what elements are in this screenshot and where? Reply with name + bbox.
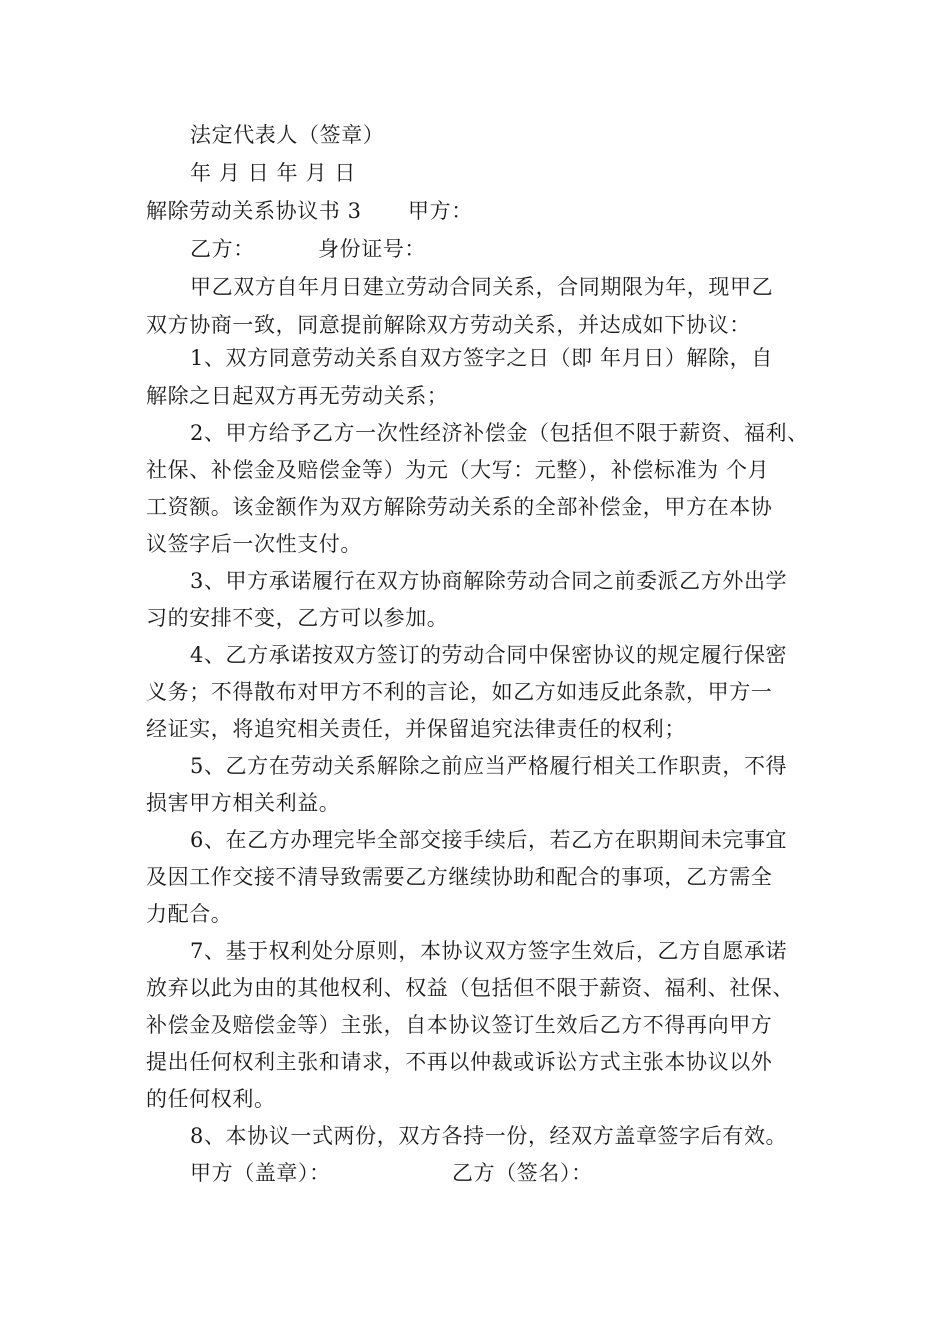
party-a-seal-label: 甲方（盖章）： bbox=[190, 1161, 331, 1185]
date-line: 年 月 日 年 月 日 bbox=[190, 161, 356, 185]
clause-7-line: 提出任何权利主张和请求，不再以仲裁或诉讼方式主张本协议以外 bbox=[146, 1050, 773, 1074]
party-b-label: 乙方： bbox=[190, 237, 255, 261]
clause-2-line: 议签字后一次性支付。 bbox=[146, 532, 362, 556]
paragraph-line: 双方协商一致，同意提前解除双方劳动关系，并达成如下协议： bbox=[146, 313, 751, 337]
clause-2-line: 2、甲方给予乙方一次性经济补偿金（包括但不限于薪资、福利、 bbox=[190, 421, 809, 445]
clause-7-line: 补偿金及赔偿金等）主张，自本协议签订生效后乙方不得再向甲方 bbox=[146, 1013, 773, 1037]
clause-2-line: 社保、补偿金及赔偿金等）为元（大写：元整），补偿标准为 个月 bbox=[146, 458, 770, 482]
clause-2-line: 工资额。该金额作为双方解除劳动关系的全部补偿金，甲方在本协 bbox=[146, 495, 773, 519]
clause-1-line: 1、双方同意劳动关系自双方签字之日（即 年月日）解除，自 bbox=[190, 346, 773, 370]
clause-6-line: 6、在乙方办理完毕全部交接手续后，若乙方在职期间未完事宜 bbox=[190, 828, 788, 852]
clause-6-line: 力配合。 bbox=[146, 902, 233, 926]
id-number-label: 身份证号： bbox=[318, 237, 426, 261]
clause-4-line: 经证实，将追究相关责任，并保留追究法律责任的权利； bbox=[146, 717, 686, 741]
clause-5-line: 5、乙方在劳动关系解除之前应当严格履行相关工作职责，不得 bbox=[190, 754, 788, 778]
clause-3-line: 3、甲方承诺履行在双方协商解除劳动合同之前委派乙方外出学 bbox=[190, 569, 788, 593]
party-a-label: 甲方： bbox=[408, 199, 473, 223]
clause-4-line: 义务；不得散布对甲方不利的言论，如乙方如违反此条款，甲方一 bbox=[146, 680, 773, 704]
clause-1-line: 解除之日起双方再无劳动关系； bbox=[146, 384, 449, 408]
clause-8-line: 8、本协议一式两份，双方各持一份，经双方盖章签字后有效。 bbox=[190, 1124, 788, 1148]
party-b-signature-label: 乙方（签名）： bbox=[452, 1161, 593, 1185]
paragraph-line: 甲乙双方自年月日建立劳动合同关系，合同期限为年，现甲乙 bbox=[190, 275, 774, 299]
clause-7-line: 7、基于权利处分原则，本协议双方签字生效后，乙方自愿承诺 bbox=[190, 939, 788, 963]
legal-representative-line: 法定代表人（签章） bbox=[190, 123, 385, 147]
clause-5-line: 损害甲方相关利益。 bbox=[146, 791, 341, 815]
clause-6-line: 及因工作交接不清导致需要乙方继续协助和配合的事项，乙方需全 bbox=[146, 865, 773, 889]
clause-3-line: 习的安排不变，乙方可以参加。 bbox=[146, 606, 449, 630]
clause-7-line: 放弃以此为由的其他权利、权益（包括但不限于薪资、福利、社保、 bbox=[146, 976, 794, 1000]
agreement-title: 解除劳动关系协议书 3 bbox=[146, 199, 362, 223]
clause-7-line: 的任何权利。 bbox=[146, 1087, 276, 1111]
clause-4-line: 4、乙方承诺按双方签订的劳动合同中保密协议的规定履行保密 bbox=[190, 643, 788, 667]
